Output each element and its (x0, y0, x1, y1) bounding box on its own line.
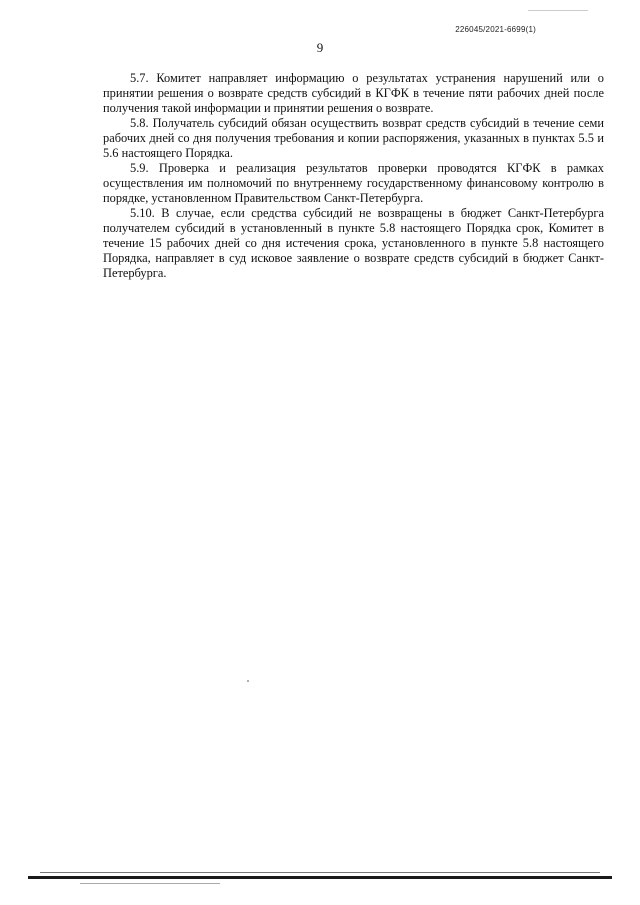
paragraph-5-10: 5.10. В случае, если средства субсидий не возвращены в бюджет Санкт-Петербурга получателем субсидий в установленный в пункте 5.8 настоящего Порядка срок, Комитет в течение 15 рабочих дней со дня истечения срока, установленного в пункте 5.8 настоящего Порядка, направляет в суд исковое заявление о возврате средств субсидий в бюджет Санкт-Петербурга. (103, 206, 604, 280)
scan-artifact-top (528, 10, 588, 11)
paragraph-5-8: 5.8. Получатель субсидий обязан осуществить возврат средств субсидий в течение семи рабочих дней со дня получения требования и копии распоряжения, указанных в пунктах 5.5 и 5.6 настоящего Порядка. (103, 116, 604, 160)
document-body (103, 71, 604, 281)
document-id: 226045/2021-6699(1) (455, 25, 536, 34)
scan-speck (247, 680, 249, 682)
paragraph-5-9: 5.9. Проверка и реализация результатов проверки проводятся КГФК в рамках осуществления им полномочий по внутреннему государственному финансовому контролю в порядке, установленном Правительством Санкт-Петербурга. (103, 161, 604, 205)
page-number: 9 (316, 40, 324, 55)
footer-rule-thin (40, 872, 600, 873)
footer-rule-thick (28, 876, 612, 879)
paragraph-5-7: 5.7. Комитет направляет информацию о результатах устранения нарушений или о принятии решения о возврате средств субсидий в КГФК в течение пяти рабочих дней после получения такой информации и принятии решения о возврате. (103, 71, 604, 115)
footer-rule-faint (80, 883, 220, 884)
